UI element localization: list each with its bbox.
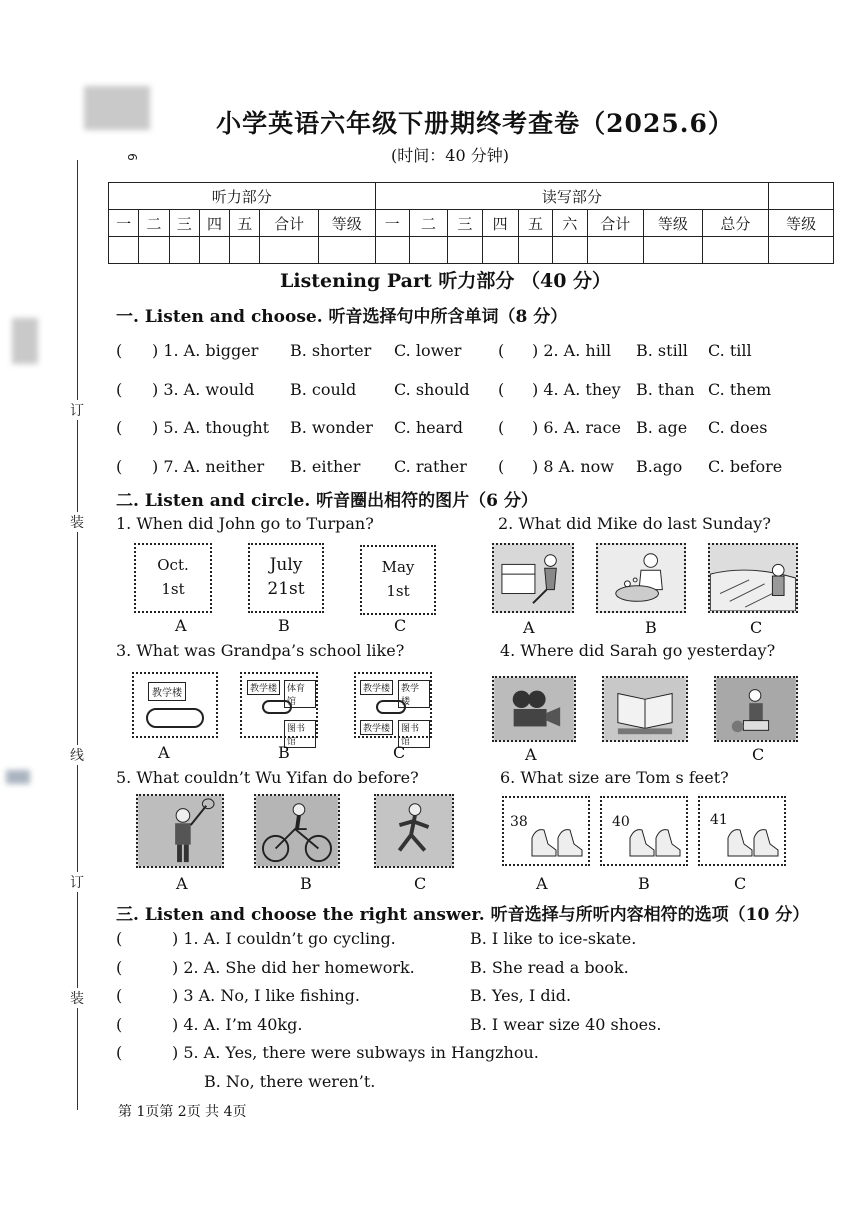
- score-cell[interactable]: [260, 237, 319, 264]
- s1-option: C. does: [708, 418, 768, 437]
- farm-picture[interactable]: [708, 543, 798, 613]
- label-a: A: [175, 616, 187, 635]
- sweeping-picture[interactable]: [492, 543, 574, 613]
- answer-bracket[interactable]: (: [498, 418, 505, 437]
- label-b: B: [638, 874, 650, 893]
- s1-option: B. either: [290, 456, 361, 476]
- score-cell[interactable]: [482, 237, 518, 264]
- page-footer: 第 1页第 2页 共 4页: [118, 1104, 247, 1120]
- date-month: May: [381, 558, 415, 576]
- label-a: A: [525, 745, 537, 764]
- label-c: C: [752, 745, 765, 764]
- score-cell[interactable]: [169, 237, 199, 264]
- col-header: 等级: [644, 210, 703, 237]
- answer-bracket[interactable]: (: [116, 1014, 123, 1034]
- label-c: C: [393, 743, 406, 762]
- building-sign: 图书馆: [398, 720, 430, 748]
- date-day: 21st: [267, 579, 305, 599]
- building-sign: 图书馆: [284, 720, 316, 748]
- col-header: 五: [518, 210, 552, 237]
- s1-option: ) 5. A. thought: [152, 418, 270, 437]
- reading-header: 读写部分: [375, 183, 769, 210]
- listening-header: 听力部分: [109, 183, 376, 210]
- s3-question: ) 1. A. I couldn’t go cycling.: [172, 929, 396, 948]
- s1-option: B. still: [636, 341, 688, 360]
- label-c: C: [734, 874, 747, 893]
- school-map-c[interactable]: [354, 672, 432, 747]
- s1-option: B. than: [636, 379, 695, 399]
- building-sign: 体育馆: [284, 680, 316, 708]
- binding-mark-1: 订: [70, 400, 84, 420]
- col-header: 总分: [702, 210, 769, 237]
- s2-question-3: 3. What was Grandpa’s school like?: [116, 641, 405, 660]
- running-track: [262, 700, 292, 714]
- col-header: 四: [482, 210, 518, 237]
- col-header: 二: [139, 210, 169, 237]
- s2-question-2: 2. What did Mike do last Sunday?: [498, 514, 771, 533]
- s1-option: ) 6. A. race: [532, 418, 622, 437]
- col-header: 等级: [318, 210, 375, 237]
- building-sign: 教学楼: [360, 720, 393, 735]
- label-c: C: [750, 618, 763, 637]
- s2-question-4: 4. Where did Sarah go yesterday?: [500, 641, 776, 660]
- shoe-size: 38: [510, 814, 528, 830]
- s3-question: ) 3 A. No, I like fishing.: [172, 986, 360, 1006]
- score-cell[interactable]: [139, 237, 169, 264]
- answer-bracket[interactable]: (: [116, 986, 123, 1006]
- score-cell[interactable]: [553, 237, 587, 264]
- score-cell[interactable]: [518, 237, 552, 264]
- shoe-icon: [530, 824, 586, 860]
- redacted-side-block: [12, 318, 38, 364]
- score-cell[interactable]: [448, 237, 482, 264]
- s1-option: ) 2. A. hill: [532, 341, 612, 360]
- answer-bracket[interactable]: (: [116, 418, 123, 437]
- badminton-picture[interactable]: [136, 794, 224, 868]
- s1-option: ) 1. A. bigger: [152, 341, 259, 360]
- date-day: 1st: [161, 580, 185, 598]
- s3-option-b: B. I wear size 40 shoes.: [470, 1014, 662, 1034]
- answer-bracket[interactable]: (: [498, 341, 505, 360]
- shoe-icon: [628, 824, 684, 860]
- binding-mark-4: 订: [70, 872, 84, 892]
- col-header: 三: [169, 210, 199, 237]
- page-subtitle: (时间：40 分钟): [391, 146, 509, 165]
- shoe-size: 40: [612, 814, 630, 830]
- shoe-size-card-c[interactable]: [698, 796, 786, 866]
- page-title: 小学英语六年级下册期终考查卷（2025.6）: [216, 109, 734, 138]
- answer-bracket[interactable]: (: [116, 1043, 123, 1063]
- s1-option: C. before: [708, 456, 783, 476]
- building-sign: 教学楼: [360, 680, 393, 695]
- s3-option-b: B. Yes, I did.: [470, 986, 572, 1006]
- s1-option: B. could: [290, 379, 357, 399]
- score-cell[interactable]: [644, 237, 703, 264]
- school-map-b[interactable]: [240, 672, 318, 747]
- score-cell[interactable]: [109, 237, 139, 264]
- label-b: B: [278, 616, 290, 635]
- binding-line: [77, 160, 78, 1110]
- s2-question-1: 1. When did John go to Turpan?: [116, 514, 374, 533]
- label-a: A: [536, 874, 548, 893]
- s1-option: ) 3. A. would: [152, 379, 255, 399]
- s3-question: ) 2. A. She did her homework.: [172, 957, 415, 977]
- label-c: C: [414, 874, 427, 893]
- col-header: 四: [199, 210, 229, 237]
- label-b: B: [278, 743, 290, 762]
- running-track: [376, 700, 406, 714]
- answer-bracket[interactable]: (: [498, 456, 505, 476]
- label-b: B: [300, 874, 312, 893]
- col-header: 五: [230, 210, 260, 237]
- col-header: 三: [448, 210, 482, 237]
- date-month: Oct.: [157, 556, 189, 574]
- s1-option: C. them: [708, 379, 772, 399]
- answer-bracket[interactable]: (: [116, 456, 123, 476]
- score-cell[interactable]: [587, 237, 644, 264]
- shoe-size-card-b[interactable]: [600, 796, 688, 866]
- s1-option: C. till: [708, 341, 752, 360]
- s1-option: B. shorter: [290, 341, 372, 360]
- section2-heading: 二. Listen and circle. 听音圈出相符的图片（6 分）: [116, 491, 538, 511]
- shoe-size-card-a[interactable]: [502, 796, 590, 866]
- date-card-a[interactable]: [134, 543, 212, 613]
- shoe-icon: [726, 824, 782, 860]
- s1-option: ) 7. A. neither: [152, 456, 265, 476]
- s3-q5-option-b: B. No, there weren’t.: [204, 1072, 376, 1091]
- s1-option: B. wonder: [290, 418, 373, 437]
- col-header: 一: [375, 210, 409, 237]
- s1-option: ) 4. A. they: [532, 379, 621, 399]
- answer-bracket[interactable]: (: [116, 341, 123, 360]
- s3-question: ) 4. A. I’m 40kg.: [172, 1014, 303, 1034]
- score-cell[interactable]: [702, 237, 769, 264]
- score-cell[interactable]: [230, 237, 260, 264]
- section1-heading: 一. Listen and choose. 听音选择句中所含单词（8 分）: [116, 307, 568, 327]
- col-header: 二: [409, 210, 447, 237]
- answer-bracket[interactable]: (: [116, 929, 123, 948]
- s1-option: C. rather: [394, 456, 467, 476]
- col-header: 合计: [260, 210, 319, 237]
- s1-option: C. heard: [394, 418, 464, 437]
- score-cell[interactable]: [318, 237, 375, 264]
- building-sign: 教学楼: [148, 682, 186, 701]
- col-header: 等级: [769, 210, 834, 237]
- building-sign: 教学楼: [398, 680, 430, 708]
- label-b: B: [645, 618, 657, 637]
- date-day: 1st: [386, 582, 410, 600]
- running-track: [146, 708, 204, 728]
- label-c: C: [394, 616, 407, 635]
- s1-option: C. should: [394, 379, 470, 399]
- binding-mark-2: 装: [70, 512, 84, 532]
- col-header: 一: [109, 210, 139, 237]
- score-cell[interactable]: [199, 237, 229, 264]
- score-table: [108, 182, 834, 264]
- s2-question-5: 5. What couldn’t Wu Yifan do before?: [116, 768, 419, 787]
- s1-option: ) 8 A. now: [532, 456, 614, 476]
- s2-question-6: 6. What size are Tom s feet?: [500, 768, 729, 787]
- washing-clothes-picture[interactable]: [596, 543, 686, 613]
- label-a: A: [176, 874, 188, 893]
- score-cell[interactable]: [769, 237, 834, 264]
- s1-option: B.ago: [636, 456, 683, 476]
- cycling-picture[interactable]: [254, 794, 340, 868]
- date-card-b[interactable]: [248, 543, 324, 613]
- col-header: 六: [553, 210, 587, 237]
- part-title: Listening Part 听力部分 （40 分）: [280, 270, 612, 292]
- s3-option-b: B. I like to ice-skate.: [470, 929, 637, 948]
- s1-option: C. lower: [394, 341, 462, 360]
- section3-heading: 三. Listen and choose the right answer. 听音选择与所听内容相符的选项（10 分）: [116, 905, 810, 925]
- building-sign: 教学楼: [247, 680, 280, 695]
- margin-mark-top: 6: [124, 153, 139, 161]
- s1-option: B. age: [636, 418, 688, 437]
- redacted-side-block-2: [6, 770, 30, 784]
- s3-question: ) 5. A. Yes, there were subways in Hangzhou.: [172, 1043, 539, 1063]
- binding-mark-3: 线: [70, 745, 84, 765]
- park-picture[interactable]: [714, 676, 798, 742]
- label-a: A: [158, 743, 170, 762]
- shoe-size: 41: [710, 812, 728, 828]
- bookstore-picture[interactable]: [602, 676, 688, 742]
- binding-mark-5: 装: [70, 988, 84, 1008]
- date-card-c[interactable]: [360, 545, 436, 615]
- running-picture[interactable]: [374, 794, 454, 868]
- col-header: 合计: [587, 210, 644, 237]
- score-cell[interactable]: [409, 237, 447, 264]
- cinema-picture[interactable]: [492, 676, 576, 742]
- answer-bracket[interactable]: (: [116, 379, 123, 399]
- date-month: July: [269, 555, 303, 575]
- answer-bracket[interactable]: (: [116, 957, 123, 977]
- label-a: A: [523, 618, 535, 637]
- school-map-a[interactable]: [132, 672, 218, 738]
- s3-option-b: B. She read a book.: [470, 957, 629, 977]
- score-cell[interactable]: [375, 237, 409, 264]
- answer-bracket[interactable]: (: [498, 379, 505, 399]
